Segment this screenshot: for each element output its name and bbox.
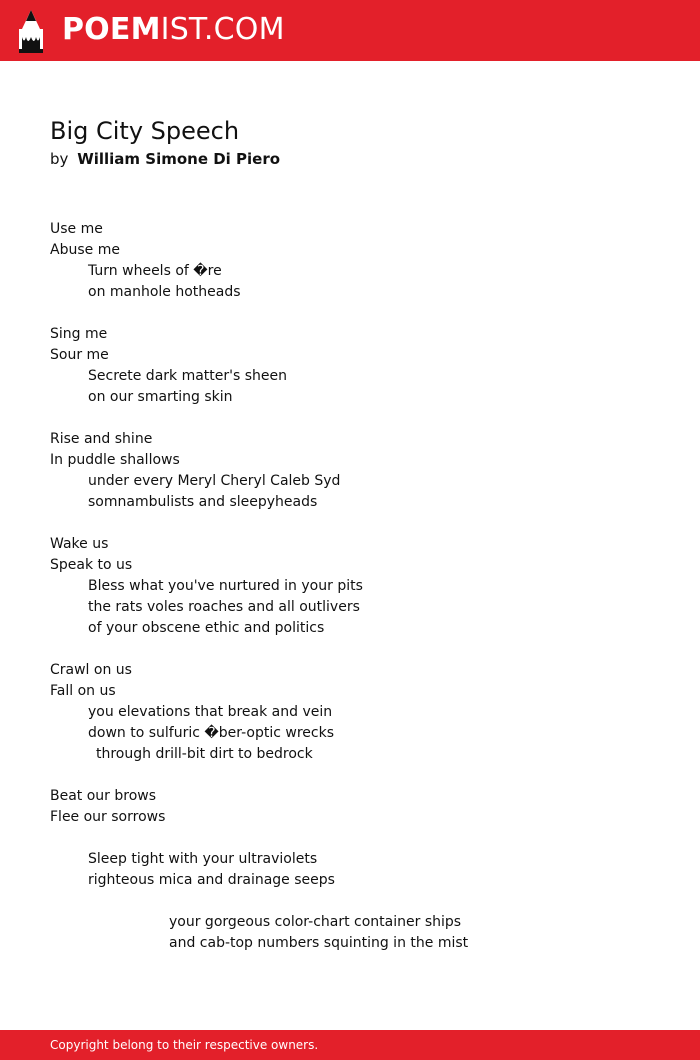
poem-line: Speak to us <box>50 557 133 573</box>
stanza-break <box>50 408 650 429</box>
stanza-break <box>50 828 650 849</box>
poem-line: you elevations that break and vein <box>88 704 333 720</box>
poem-line: Bless what you've nurtured in your pits <box>88 578 363 594</box>
brand-bold-text: POEM <box>62 12 161 47</box>
poem-line: somnambulists and sleepyheads <box>88 494 318 510</box>
poem-line: through drill-bit dirt to bedrock <box>96 746 313 762</box>
poem-line: Beat our brows <box>50 788 157 804</box>
stanza-break <box>50 765 650 786</box>
poem-line: the rats voles roaches and all outlivers <box>88 599 360 615</box>
poem-line: Turn wheels of �re <box>88 263 222 279</box>
poem-line: of your obscene ethic and politics <box>88 620 325 636</box>
poem-line: Sleep tight with your ultraviolets <box>88 851 318 867</box>
poem-line: righteous mica and drainage seeps <box>88 872 335 888</box>
poem-line: your gorgeous color-chart container ships <box>169 914 462 930</box>
poem-line: Rise and shine <box>50 431 153 447</box>
by-label: by <box>50 150 69 168</box>
brand-light-text: IST.COM <box>160 12 285 47</box>
poem-body <box>50 219 650 954</box>
poem-line: Abuse me <box>50 242 120 258</box>
poem-line: on our smarting skin <box>88 389 233 405</box>
poem-line: Sour me <box>50 347 109 363</box>
poem-line: Crawl on us <box>50 662 132 678</box>
byline <box>50 149 280 169</box>
stanza-break <box>50 303 650 324</box>
site-logo-text[interactable] <box>62 10 285 50</box>
poem-line: on manhole hotheads <box>88 284 241 300</box>
author-name: William Simone Di Piero <box>77 150 281 168</box>
poem-line: and cab-top numbers squinting in the mist <box>169 935 469 951</box>
site-header <box>0 0 700 61</box>
pencil-icon[interactable] <box>16 9 46 53</box>
poem-line: Wake us <box>50 536 109 552</box>
poem-line: Secrete dark matter's sheen <box>88 368 288 384</box>
poem-line: Flee our sorrows <box>50 809 166 825</box>
poem-line: In puddle shallows <box>50 452 180 468</box>
copyright-notice: Copyright belong to their respective owners. <box>50 1038 319 1052</box>
site-footer <box>0 1030 700 1060</box>
poem-line: Use me <box>50 221 103 237</box>
poem-line: Sing me <box>50 326 108 342</box>
stanza-break <box>50 513 650 534</box>
poem-title: Big City Speech <box>50 117 240 145</box>
poem-line: under every Meryl Cheryl Caleb Syd <box>88 473 341 489</box>
stanza-break <box>50 891 650 912</box>
poem-line: down to sulfuric �ber-optic wrecks <box>88 725 334 741</box>
poem-line: Fall on us <box>50 683 116 699</box>
stanza-break <box>50 639 650 660</box>
